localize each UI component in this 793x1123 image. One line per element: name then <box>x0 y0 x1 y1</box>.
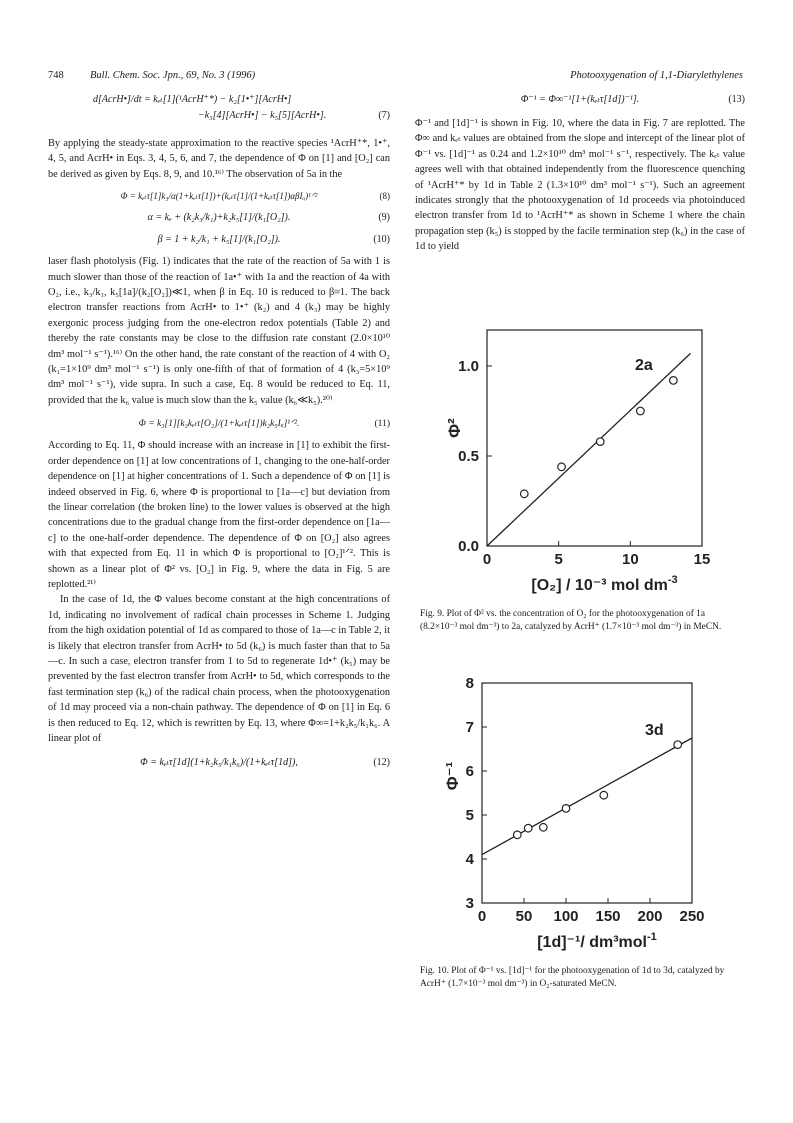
page-number: 748 <box>48 70 64 81</box>
figure-10-caption: Fig. 10. Plot of Φ⁻¹ vs. [1d]⁻¹ for the photooxygenation of 1d to 3d, catalyzed by AcrH⁺ (1.7×10⁻³ mol dm⁻³) in O₂-saturated MeCN. <box>420 966 725 989</box>
data-point <box>513 831 521 839</box>
equation-7-line-1: d[AcrH•]/dt = kₑₜ[1](¹AcrH⁺*) − k₂[1•⁺][AcrH•] <box>93 94 292 105</box>
x-tick-label: 0 <box>482 551 492 568</box>
data-point <box>670 377 678 385</box>
x-tick-label: 5 <box>554 551 563 568</box>
figure-9-caption: Fig. 9. Plot of Φ² vs. the concentration of O₂ for the photooxygenation of 1a (8.2×10⁻³ mol dm⁻³) to 2a, catalyzed by AcrH⁺ (1.7×10⁻³ mol dm⁻³) in MeCN. <box>420 609 722 632</box>
y-tick-label: 8 <box>465 675 474 692</box>
equation-13: Φ⁻¹ = Φ∞⁻¹[1+(kₑₜτ[1d])⁻¹]. (13) <box>520 94 745 105</box>
fit-line <box>487 353 691 546</box>
paragraph-1d: In the case of 1d, the Φ values become constant at the high concentrations of 1d, indicating no involvement of radical chain processes in Scheme 1. Judging from the high oxidation potential of 1d as compared to those of 1a—c in Table 2, it is likely that electron transfer from AcrH• to 5d (k₆) is much faster than that to 5a—c. In such a case, electron transfer from 1 to 5d to regenerate 1d•⁺ (k₅) may be prevented by the fast electron transfer from AcrH• to 5d, which corresponds to the fast termination step (k₆) of the radical chain process, when the photooxygenation of 1d may proceed via a non-chain pathway. The dependence of Φ on [1] in Eq. 6 is then reduced to Eq. 12, which is rewritten by Eq. 13, where Φ∞=1+k₂k₅/k₁k₆. A linear plot of <box>48 594 390 744</box>
equation-7-line-2: −k₃[4][AcrH•] − k₅[5][AcrH•]. (7) <box>198 110 390 121</box>
data-point <box>540 824 548 832</box>
y-tick-label: 0.5 <box>458 448 479 465</box>
plot-frame <box>482 683 692 903</box>
right-column <box>415 92 745 255</box>
data-point <box>520 490 528 498</box>
data-point <box>562 805 570 813</box>
y-tick-label: 5 <box>465 807 474 824</box>
plot-frame <box>487 330 702 546</box>
y-axis-label: Φ⁻¹ <box>443 761 462 791</box>
paragraph-eq11: According to Eq. 11, Φ should increase with an increase in [1] to exhibit the first-order dependence on [1] at low concentrations of 1, changing to the one-half-order dependence on [1] at higher concentrations of 1. Such a dependence of Φ on [1] is indeed observed in Fig. 6, where Φ is proportional to [1a—c] but deviation from the linear correlation (the broken line) to the lower values is observed at the high concentrations due to the gradual change from the first-order dependence on [1a—c] to the one-half-order dependence. The dependence of Φ on [O₂] also agrees with that expected from Eq. 11 in which Φ is proportional to [O₂]¹ᐟ². This is shown as a linear plot of Φ² vs. [O₂] in Fig. 9, where the data in Fig. 5 are replotted.²¹⁾ <box>48 440 390 590</box>
x-tick-label: 100 <box>553 908 579 925</box>
data-point <box>637 407 645 415</box>
x-axis-label: [1d]⁻¹/ dm³mol$^{-1}$ <box>537 931 657 951</box>
x-tick-label: 10 <box>621 551 639 568</box>
x-axis-label: [O₂] / 10⁻³ mol $dm^{-3}$ <box>531 574 678 594</box>
figure-9-chart <box>420 318 740 618</box>
series-label: 2a <box>635 357 653 374</box>
equation-11: Φ = k₃[1][k₃kₑₜτ[O₂]/(1+kₑₜτ[1])k₂k₅Iₐ]¹ᐟ². (11) <box>138 419 390 430</box>
paragraph-steady-state: By applying the steady-state approximation to the reactive species ¹AcrH⁺*, 1•⁺, 4, 5, and AcrH• in Eqs. 3, 4, 5, 6, and 7, the dependence of Φ on [1] and [O₂] can be derived as given by Eqs. 8, 9, and 10.¹⁶⁾ The observation of 5a in the <box>48 138 390 180</box>
journal-citation: Bull. Chem. Soc. Jpn., 69, No. 3 (1996) <box>90 70 256 81</box>
x-tick-label: 250 <box>679 908 705 925</box>
y-tick-label: 1.0 <box>458 358 479 375</box>
equation-8: Φ = kₑₜτ[1]k₃/α(1+kₑₜτ[1])+(kₑₜτ[1]/(1+kₑₜτ[1])αβIₐ)¹ᐟ² (8) <box>120 191 390 202</box>
equation-12: Φ = kₑₜτ[1d](1+k₂k₅/k₁k₆)/(1+kₑₜτ[1d]), (12) <box>140 757 390 769</box>
y-tick-label: 7 <box>465 719 474 736</box>
data-point <box>524 824 532 832</box>
data-point <box>558 463 566 471</box>
y-tick-label: 3 <box>465 895 474 912</box>
x-tick-label: 200 <box>637 908 663 925</box>
paragraph-linear-plot: Φ⁻¹ and [1d]⁻¹ is shown in Fig. 10, where the data in Fig. 7 are replotted. The Φ∞ and kₑₜ values are obtained from the slope and intercept of the linear plot of Φ⁻¹ vs. [1d]⁻¹ as 0.24 and 1.2×10¹⁰ dm³ mol⁻¹ s⁻¹, respectively. The kₑₜ value agrees well with that obtained independently from the fluorescence quenching of ¹AcrH⁺* by 1d in Table 2 (1.3×10¹⁰ dm³ mol⁻¹ s⁻¹). Such an agreement indicates strongly that the photooxygenation of 1d proceeds via photoinduced electron transfer from 1d to ¹AcrH⁺* as shown in Scheme 1 where the chain propagation step (k₅) is stopped by the facile termination step (k₆) in the case of 1d to yield <box>415 118 745 253</box>
y-tick-label: 4 <box>465 851 474 868</box>
running-title: Photooxygenation of 1,1-Diarylethylenes <box>570 70 743 81</box>
x-tick-label: 50 <box>515 908 533 925</box>
data-point <box>674 741 682 749</box>
equation-10: β = 1 + k₂/k₁ + k₅[1]/(k₁[O₂]). (10) <box>157 234 390 246</box>
x-tick-label: 150 <box>595 908 621 925</box>
figure-10-chart <box>420 668 740 960</box>
fit-line <box>482 738 692 855</box>
x-tick-label: 15 <box>693 551 711 568</box>
y-tick-label: 0.0 <box>458 538 479 555</box>
series-label: 3d <box>645 722 664 739</box>
x-tick-label: 0 <box>477 908 487 925</box>
y-tick-label: 6 <box>465 763 474 780</box>
paragraph-laser-flash: laser flash photolysis (Fig. 1) indicates that the rate of the reaction of 5a with 1 is much slower than those of the reaction of 1a•⁺ with 1a and the reaction of 4a with O₂, i.e., k₃/k₁, k₅[1a]/(k₂[O₂])≪1, when β in Eq. 10 is reduced to β≈1. The back electron transfer reactions from AcrH• to 1•⁺ (k₂) and 4 (k₃) may be highly exergonic process judging from the one-electron redox potentials (Table 2) and thereby the rate constants may be close to the diffusion rate constant (2.0×10¹⁰ dm³ mol⁻¹ s⁻¹).¹⁶⁾ On the other hand, the rate constant of the reaction of 4 with O₂ (k₁=1×10⁹ dm³ mol⁻¹ s⁻¹) is only one-fifth of that of formation of 4 (k₃=5×10⁹ dm³ mol⁻¹ s⁻¹), vide supra. In such a case, Eq. 8 would be reduced to Eq. 11, provided that the k₆ value is much slow than the k₅ value (k₆≪k₅).²⁰⁾ <box>48 256 390 406</box>
data-point <box>600 791 608 799</box>
left-column <box>48 92 390 771</box>
y-axis-label: Φ² <box>445 418 464 438</box>
equation-9: α = kₑ + (k₂k₃/k₁)+k₂k₅[1]/(k₁[O₂]). (9) <box>147 212 390 224</box>
data-point <box>596 438 604 446</box>
